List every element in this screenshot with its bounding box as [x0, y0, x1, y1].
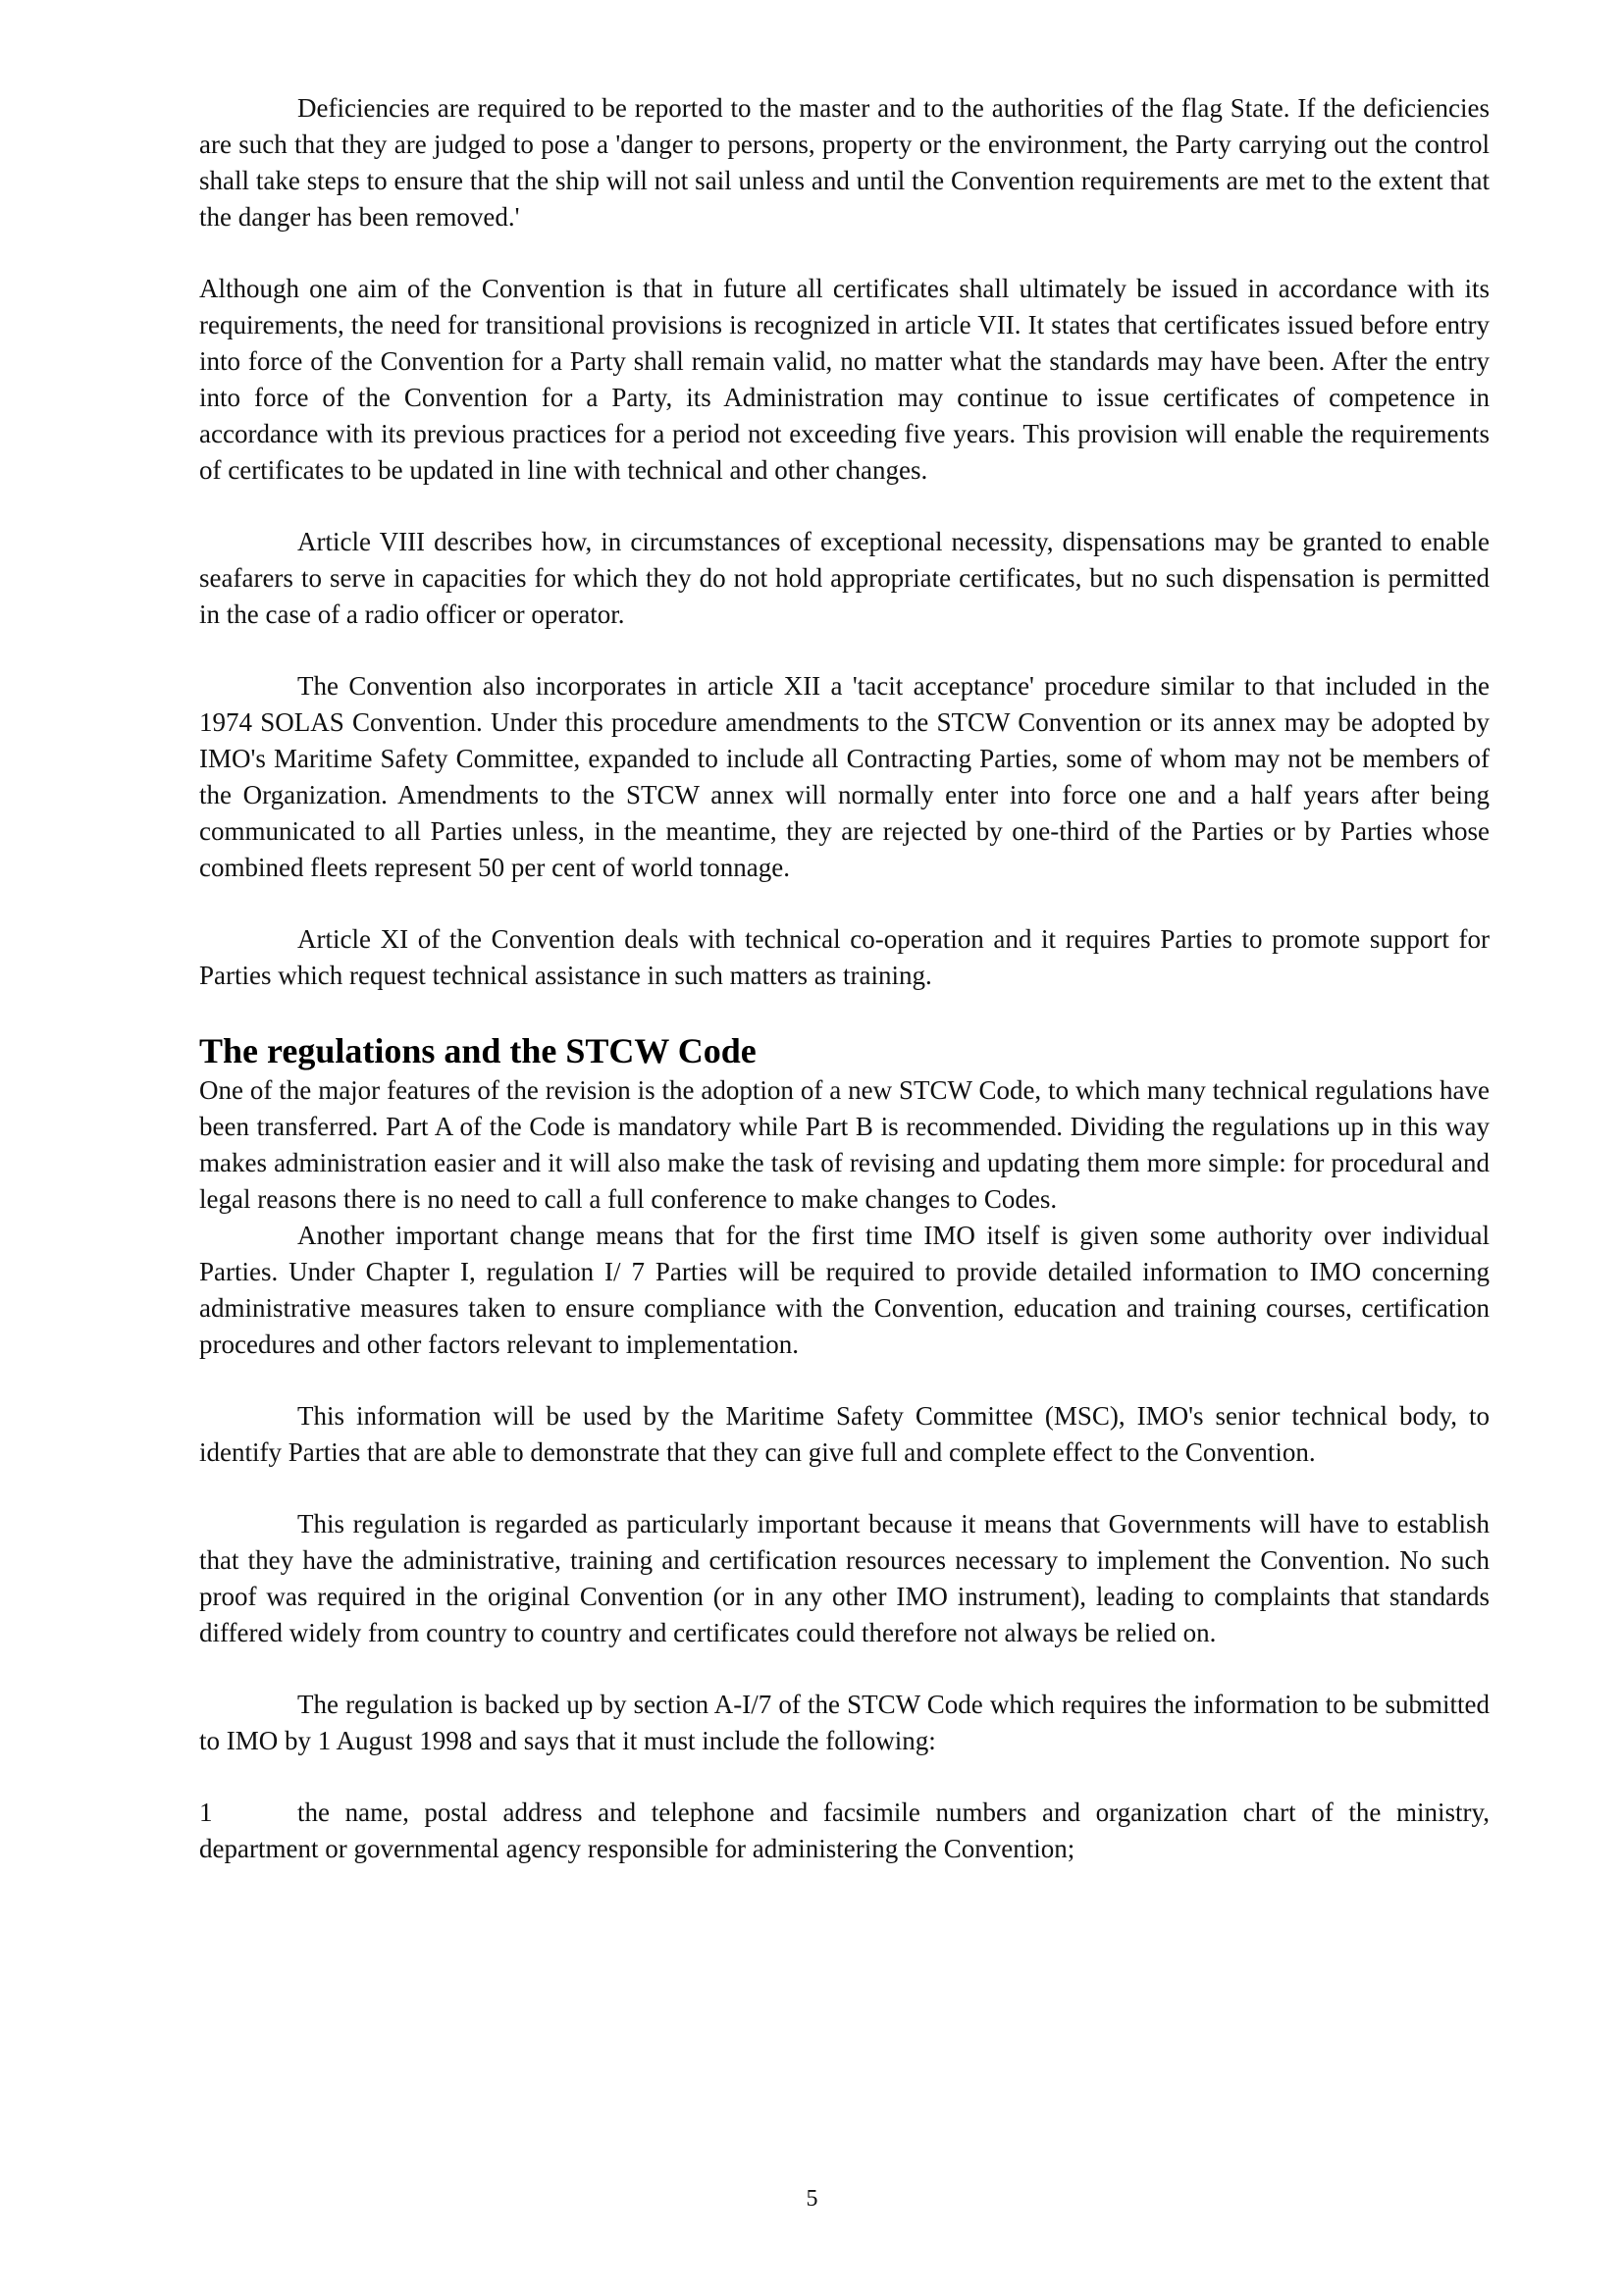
- paragraph-regulation-importance: This regulation is regarded as particularly important because it means that Governments will have to establish that they have the administrative, training and certification resources necessary to implement the Convention. No such proof was required in the original Convention (or in any other IMO instrument), leading to complaints that standards differed widely from country to country and certificates could therefore not always be relied on.: [199, 1509, 1490, 1647]
- document-page: [199, 90, 1490, 1867]
- list-item-text: the name, postal address and telephone and facsimile numbers and organization chart of the ministry, department or governmental agency responsible for administering the Convention;: [199, 1798, 1490, 1863]
- paragraph-transitional-provisions: Although one aim of the Convention is that in future all certificates shall ultimately be issued in accordance with its requirements, the need for transitional provisions is recognized in article VII. It states that certificates issued before entry into force of the Convention for a Party shall remain valid, no matter what the standards may have been. After the entry into force of the Convention for a Party, its Administration may continue to issue certificates of competence in accordance with its previous practices for a period not exceeding five years. This provision will enable the requirements of certificates to be updated in line with technical and other changes.: [199, 274, 1490, 485]
- paragraph-deficiencies: Deficiencies are required to be reported to the master and to the authorities of the flag State. If the deficiencies are such that they are judged to pose a 'danger to persons, property or the environment, the Party carrying out the control shall take steps to ensure that the ship will not sail unless and until the Convention requirements are met to the extent that the danger has been removed.': [199, 93, 1490, 232]
- paragraph-imo-authority: Another important change means that for the first time IMO itself is given some authority over individual Parties. Under Chapter I, regulation I/ 7 Parties will be required to provide detailed information to IMO concerning administrative measures taken to ensure compliance with the Convention, education and training courses, certification procedures and other factors relevant to implementation.: [199, 1221, 1490, 1359]
- paragraph-tacit-acceptance: The Convention also incorporates in article XII a 'tacit acceptance' procedure similar to that included in the 1974 SOLAS Convention. Under this procedure amendments to the STCW Convention or its annex may be adopted by IMO's Maritime Safety Committee, expanded to include all Contracting Parties, some of whom may not be members of the Organization. Amendments to the STCW annex will normally enter into force one and a half years after being communicated to all Parties unless, in the meantime, they are rejected by one-third of the Parties or by Parties whose combined fleets represent 50 per cent of world tonnage.: [199, 671, 1490, 882]
- paragraph-msc-use: This information will be used by the Maritime Safety Committee (MSC), IMO's senior technical body, to identify Parties that are able to demonstrate that they can give full and complete effect to the Convention.: [199, 1401, 1490, 1467]
- page-number: 5: [806, 2186, 818, 2212]
- list-item: [199, 1795, 1490, 1867]
- paragraph-dispensations: Article VIII describes how, in circumstances of exceptional necessity, dispensations may be granted to enable seafarers to serve in capacities for which they do not hold appropriate certificates, but no such dispensation is permitted in the case of a radio officer or operator.: [199, 527, 1490, 629]
- paragraph-stcw-code: One of the major features of the revision is the adoption of a new STCW Code, to which many technical regulations have been transferred. Part A of the Code is mandatory while Part B is recommended. Dividing the regulations up in this way makes administration easier and it will also make the task of revising and updating them more simple: for procedural and legal reasons there is no need to call a full conference to make changes to Codes.: [199, 1075, 1490, 1214]
- paragraph-section-a-i-7: The regulation is backed up by section A-I/7 of the STCW Code which requires the information to be submitted to IMO by 1 August 1998 and says that it must include the following:: [199, 1690, 1490, 1755]
- paragraph-technical-cooperation: Article XI of the Convention deals with technical co-operation and it requires Parties to promote support for Parties which request technical assistance in such matters as training.: [199, 924, 1490, 990]
- list-item-number: 1: [199, 1798, 213, 1827]
- section-heading: The regulations and the STCW Code: [199, 1031, 757, 1070]
